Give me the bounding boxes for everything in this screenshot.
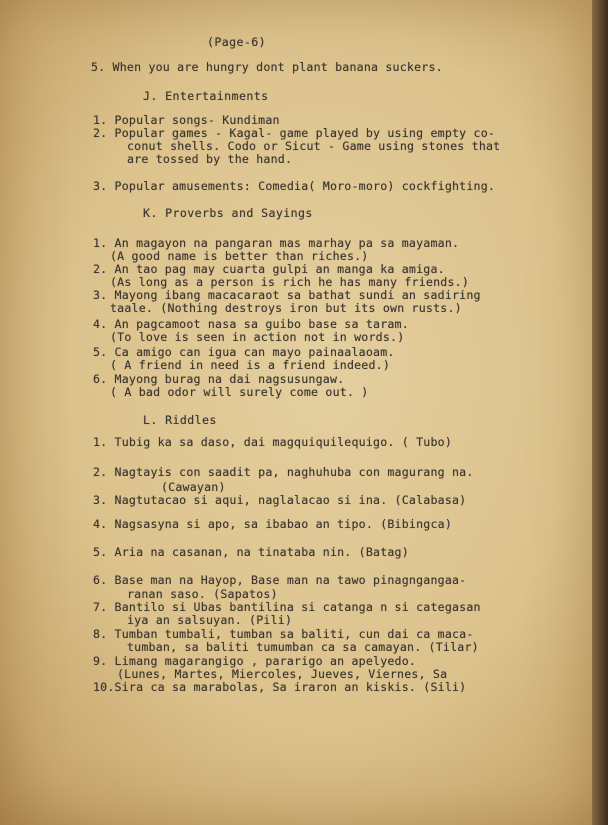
riddle-item: 9. Limang magarangigo , pararigo an apelyedo. bbox=[93, 654, 417, 668]
list-item-continuation: are tossed by the hand. bbox=[127, 152, 293, 166]
riddle-item: 6. Base man na Hayop, Base man na tawo pinagngangaa- bbox=[93, 573, 467, 587]
proverb-translation: taale. (Nothing destroys iron but its own rusts.) bbox=[110, 301, 462, 315]
riddle-item: 7. Bantilo si Ubas bantilina si catanga n si categasan bbox=[93, 600, 481, 614]
list-item-continuation: conut shells. Codo or Sicut - Game using stones that bbox=[127, 139, 501, 153]
page-number-header: (Page-6) bbox=[207, 35, 267, 49]
proverb-item: 1. An magayon na pangaran mas marhay pa sa mayaman. bbox=[93, 236, 460, 250]
page-edge bbox=[592, 0, 608, 825]
riddle-item: 4. Nagsasyna si apo, sa ibabao an tipo. (Bibingca) bbox=[93, 517, 453, 531]
intro-item: 5. When you are hungry dont plant banana suckers. bbox=[91, 60, 443, 74]
proverb-item: 6. Mayong burag na dai nagsusungaw. bbox=[93, 372, 345, 386]
proverb-translation: (To love is seen in action not in words.) bbox=[110, 330, 405, 344]
section-l-title: L. Riddles bbox=[143, 413, 217, 427]
list-item: 1. Popular songs- Kundiman bbox=[93, 113, 280, 127]
proverb-item: 2. An tao pag may cuarta gulpi an manga ka amiga. bbox=[93, 262, 445, 276]
riddle-continuation: tumban, sa baliti tumumban ca sa camayan. (Tilar) bbox=[127, 640, 479, 654]
riddle-continuation: ranan saso. (Sapatos) bbox=[127, 587, 278, 601]
riddle-item: 3. Nagtutacao si aqui, naglalacao si ina. (Calabasa) bbox=[93, 493, 467, 507]
riddle-item: 2. Nagtayis con saadit pa, naghuhuba con magurang na. bbox=[93, 465, 474, 479]
section-j-title: J. Entertainments bbox=[143, 89, 269, 103]
proverb-translation: ( A friend in need is a friend indeed.) bbox=[110, 358, 391, 372]
riddle-continuation: (Lunes, Martes, Miercoles, Jueves, Viernes, Sa bbox=[117, 667, 448, 681]
proverb-item: 5. Ca amigo can igua can mayo painaalaoam. bbox=[93, 345, 395, 359]
riddle-item: 5. Aria na casanan, na tinataba nin. (Batag) bbox=[93, 545, 409, 559]
list-item: 2. Popular games - Kagal- game played by using empty co- bbox=[93, 126, 496, 140]
riddle-answer: (Cawayan) bbox=[161, 480, 226, 494]
proverb-translation: (As long as a person is rich he has many friends.) bbox=[110, 275, 470, 289]
proverb-item: 3. Mayong ibang macacaraot sa bathat sundi an sadiring bbox=[93, 288, 481, 302]
riddle-item: 10.Sira ca sa marabolas, Sa iraron an kiskis. (Sili) bbox=[93, 680, 467, 694]
riddle-continuation: iya an salsuyan. (Pili) bbox=[127, 613, 293, 627]
riddle-item: 8. Tumban tumbali, tumban sa baliti, cun dai ca maca- bbox=[93, 627, 474, 641]
proverb-translation: (A good name is better than riches.) bbox=[110, 249, 369, 263]
riddle-item: 1. Tubig ka sa daso, dai magquiquilequigo. ( Tubo) bbox=[93, 435, 453, 449]
proverb-item: 4. An pagcamoot nasa sa guibo base sa taram. bbox=[93, 317, 409, 331]
section-k-title: K. Proverbs and Sayings bbox=[143, 206, 313, 220]
proverb-translation: ( A bad odor will surely come out. ) bbox=[110, 385, 369, 399]
list-item: 3. Popular amusements: Comedia( Moro-moro) cockfighting. bbox=[93, 179, 496, 193]
